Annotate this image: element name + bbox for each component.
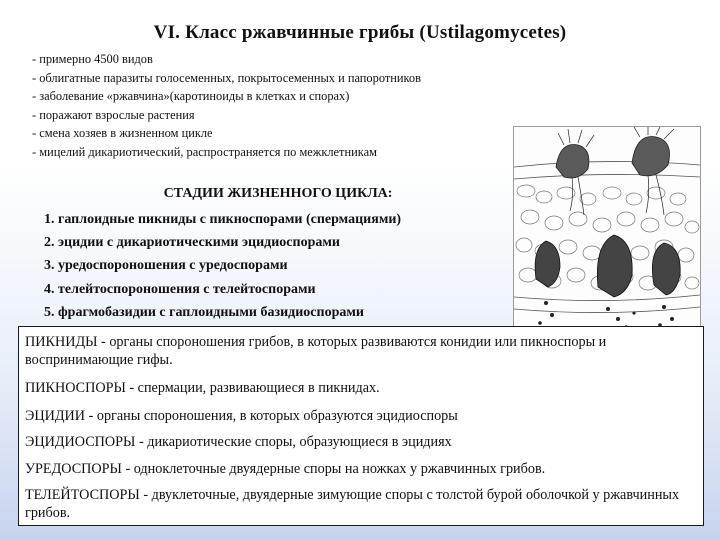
feature-item: - облигатные паразиты голосеменных, покрытосеменных и папоротников xyxy=(32,70,421,85)
definitions-box xyxy=(18,326,704,526)
definition-aeciospores: ЭЦИДИОСПОРЫ - дикариотические споры, образующиеся в эцидиях xyxy=(25,434,452,450)
feature-item: - примерно 4500 видов xyxy=(32,52,153,66)
feature-item: - смена хозяев в жизненном цикле xyxy=(32,126,213,140)
life-cycle-heading: СТАДИИ ЖИЗНЕННОГО ЦИКЛА: xyxy=(163,186,393,201)
feature-list xyxy=(32,50,572,161)
life-cycle-stage: 2. эцидии с дикариотическими эцидиоспорами xyxy=(44,235,340,251)
feature-item: - мицелий дикариотический, распространяется по межклетникам xyxy=(32,144,377,159)
life-cycle-stage: 3. уредоспороношения с уредоспорами xyxy=(44,258,288,274)
definition-urediniospores: УРЕДОСПОРЫ - одноклеточные двуядерные споры на ножках у ржавчинных грибов. xyxy=(25,461,546,477)
life-cycle-list xyxy=(44,208,514,324)
leaf-cross-section-illustration xyxy=(513,126,701,344)
feature-item: - поражают взрослые растения xyxy=(32,107,195,122)
definition-teliospores: ТЕЛЕЙТОСПОРЫ - двуклеточные, двуядерные зимующие споры с толстой бурой оболочкой у ржавчинных грибов. xyxy=(25,487,680,521)
feature-item: - заболевание «ржавчина»(каротиноиды в клетках и спорах) xyxy=(32,89,350,103)
life-cycle-stage: 4. телейтоспороношения с телейтоспорами xyxy=(44,281,316,297)
definition-aecidia: ЭЦИДИИ - органы спороношения, в которых образуются эцидиоспоры xyxy=(25,408,458,424)
definition-pycnospores: ПИКНОСПОРЫ - спермации, развивающиеся в пикнидах. xyxy=(25,380,380,396)
life-cycle-stage: 1. гаплоидные пикниды с пикноспорами (спермациями) xyxy=(44,212,402,227)
life-cycle-stage: 5. фрагмобазидии с гаплоидными базидиоспорами xyxy=(44,304,364,320)
definition-pycnidia: ПИКНИДЫ - органы спороношения грибов, в которых развиваются конидии или пикноспоры и воспринимающие гифы. xyxy=(25,334,607,368)
slide-title: VI. Класс ржавчинные грибы (Ustilagomycetes) xyxy=(153,22,567,43)
